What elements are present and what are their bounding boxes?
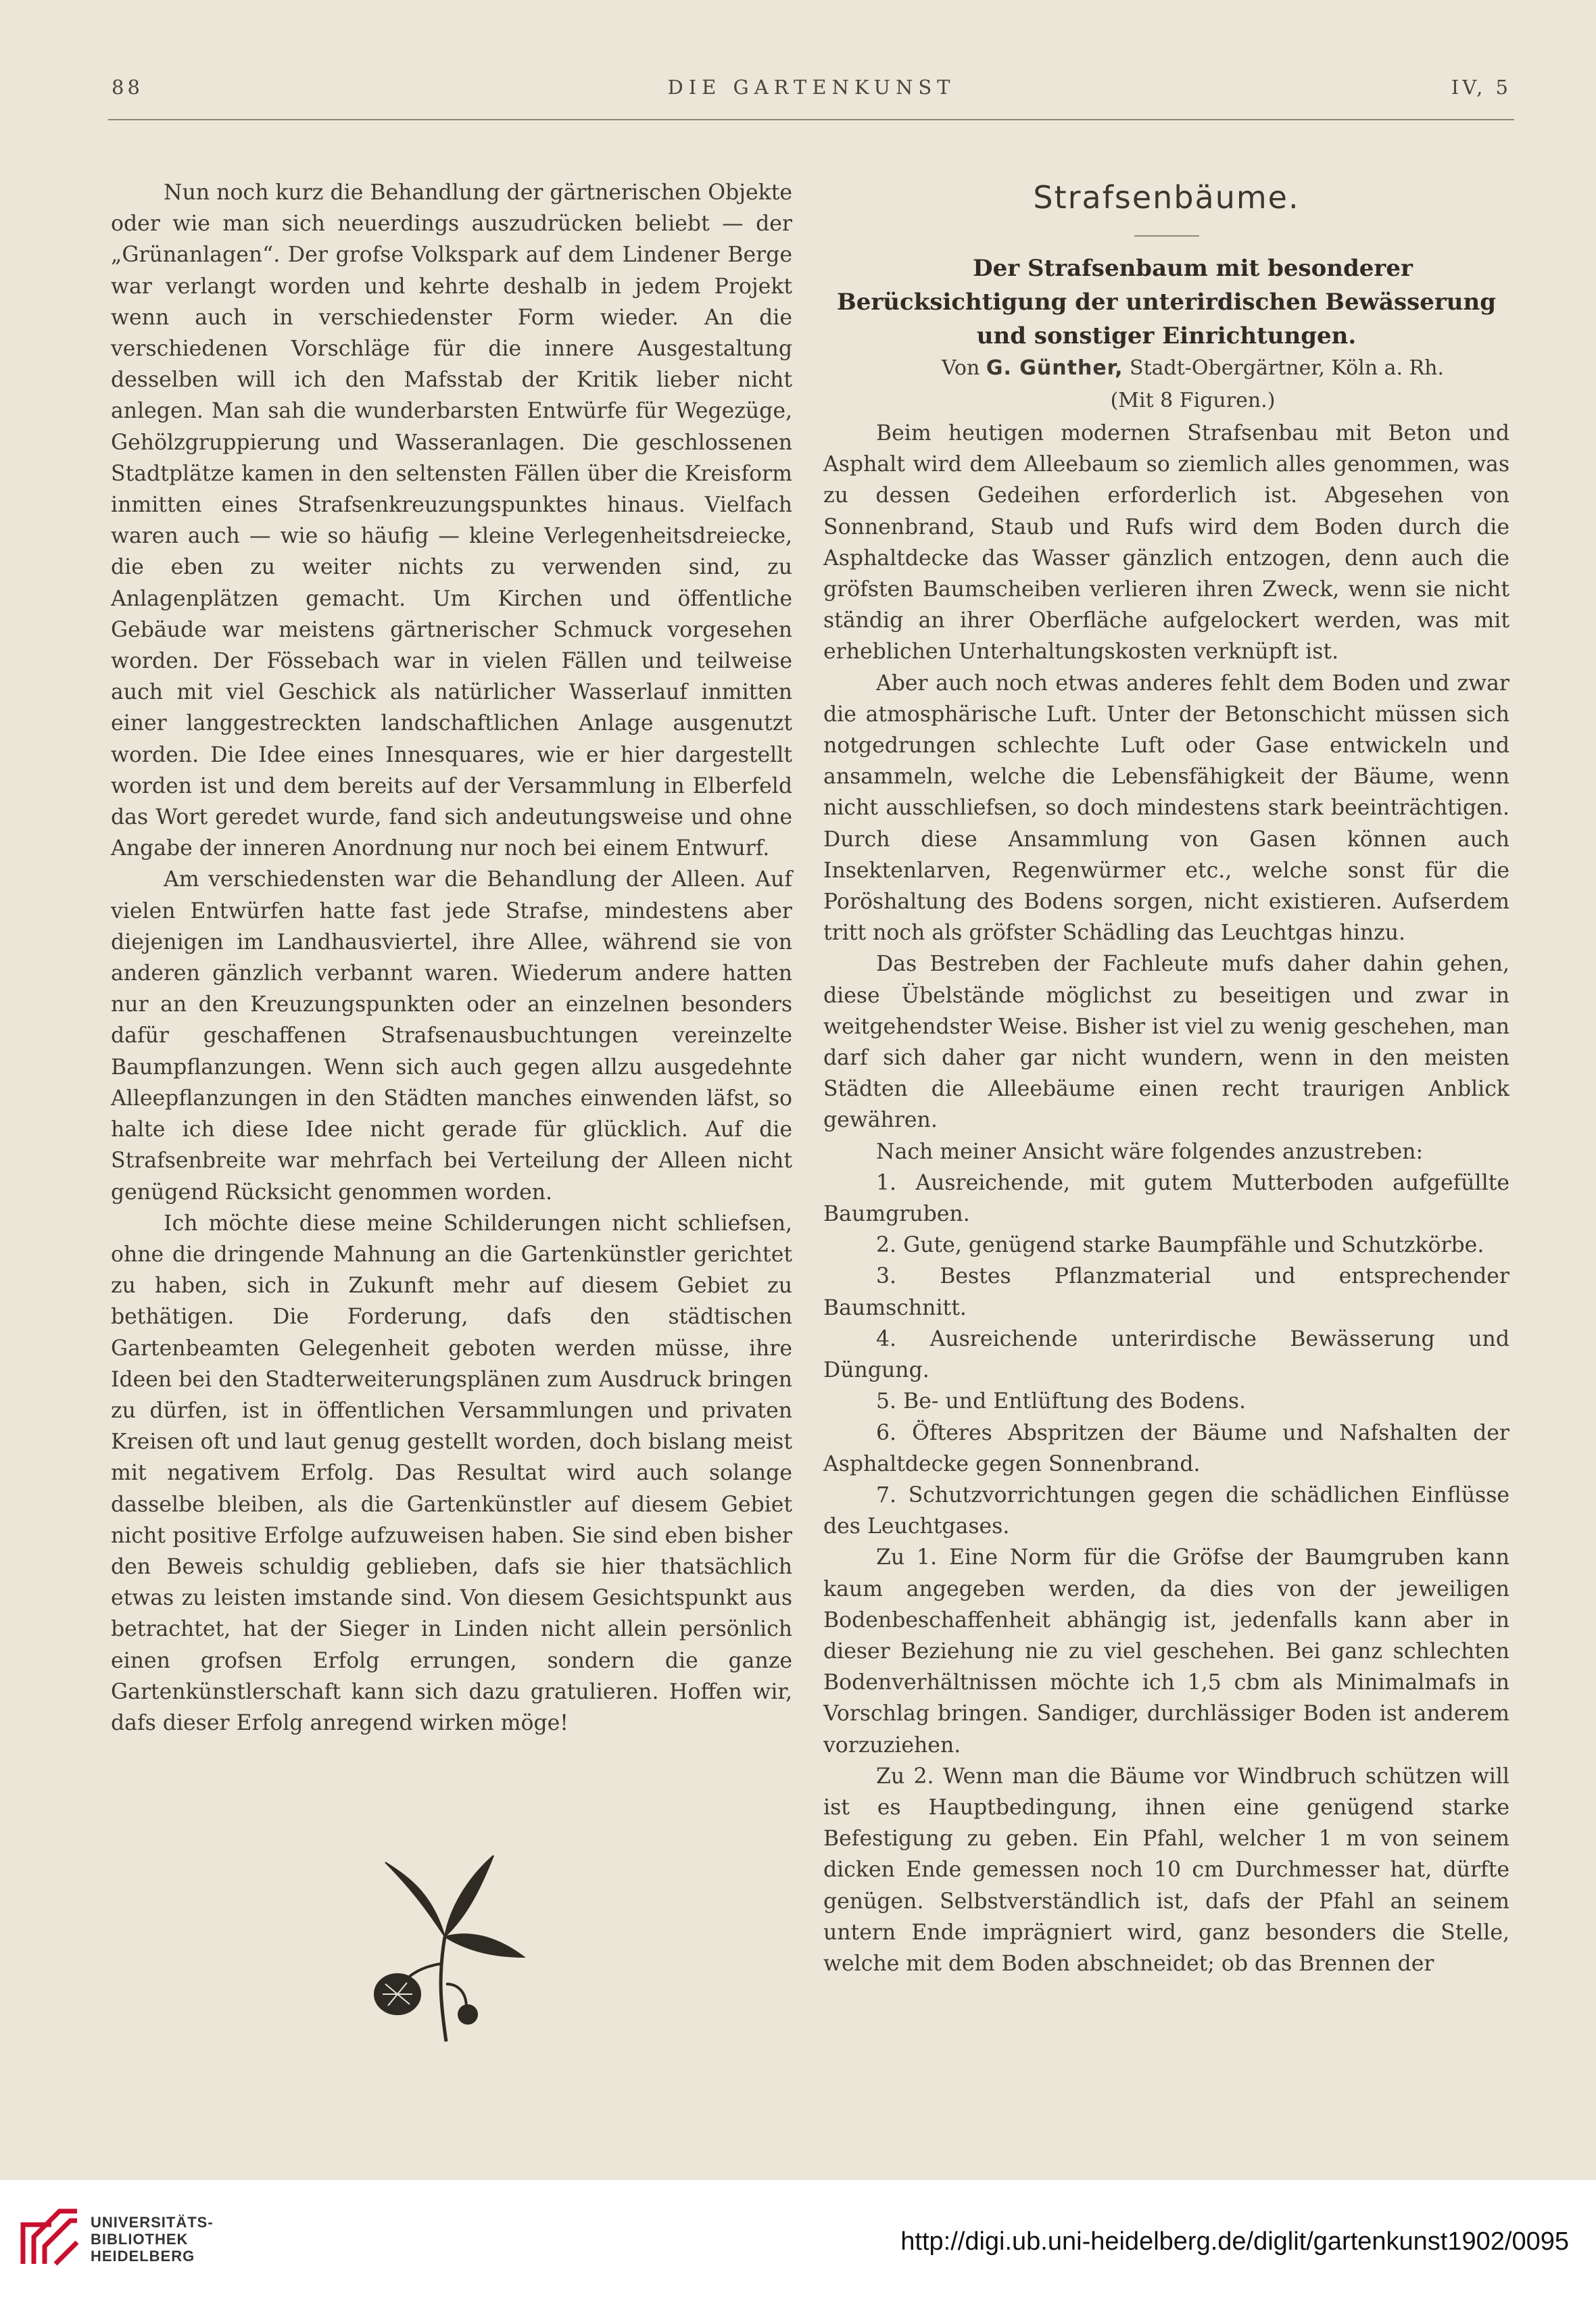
figures-note: (Mit 8 Figuren.) bbox=[1110, 389, 1276, 412]
article-title: Der Strafsenbaum mit besonderer Berücksichtigung der unterirdischen Bewässerung und sonstiger Einrichtungen. bbox=[836, 255, 1496, 349]
list-item: 3. Bestes Pflanzmaterial und entsprechender Baumschnitt. bbox=[823, 1264, 1509, 1320]
library-name-line: BIBLIOTHEK bbox=[91, 2231, 189, 2248]
paragraph: Nun noch kurz die Behandlung der gärtnerischen Objekte oder wie man sich neuerdings auszudrücken beliebt — der „Grünanlagen“. Der grofse Volkspark auf dem Lindener Berge war verlangt worden und kehrte deshalb in jedem Projekt wenn auch in verschiedenster Form wieder. An die verschiedenen Vorschläge für die innere Ausgestaltung desselben will ich den Mafsstab der Kritik lieber nicht anlegen. Man sah die wunderbarsten Entwürfe für Wegezüge, Gehölzgruppierung und Wasseranlagen. Die geschlossenen Stadtplätze kamen in den seltensten Fällen über die Kreisform inmitten eines Strafsenkreuzungspunktes hinaus. Vielfach waren auch — wie so häufig — kleine Verlegenheitsdreiecke, die eben zu weiter nichts zu verwenden sind, zu Anlagenplätzen gemacht. Um Kirchen und öffentliche Gebäude war meistens gärtnerischer Schmuck vorgesehen worden. Der Fössebach war in vielen Fällen und teilweise auch mit viel Geschick als natürlicher Wasserlauf inmitten einer langgestreckten landschaftlichen Anlage ausgenutzt worden. Die Idee eines Innesquares, wie er hier dargestellt worden ist und dem bereits auf der Versammlung in Elberfeld das Wort geredet wurde, fand sich andeutungsweise und ohne Angabe der inneren Anordnung nur noch bei einem Entwurf. bbox=[111, 180, 792, 861]
author-role: Stadt-Obergärtner, Köln a. Rh. bbox=[1130, 356, 1445, 380]
list-item: 5. Be- und Entlüftung des Bodens. bbox=[876, 1389, 1247, 1414]
paragraph: Zu 1. Eine Norm für die Gröfse der Baumgruben kann kaum angegeben werden, da dies von der jeweiligen Bodenbeschaffenheit abhängig ist, jedenfalls kann aber in dieser Beziehung nie zu viel geschehen. Bei ganz schlechten Bodenverhältnissen möchte ich 1,5 cbm als Minimalmafs in Vorschlag bringen. Sandiger, durchlässiger Boden ist anderem vorzuziehen. bbox=[823, 1545, 1509, 1758]
paragraph: Am verschiedensten war die Behandlung der Alleen. Auf vielen Entwürfen hatte fast jede Strafse, mindestens aber diejenigen im Landhausviertel, ihre Allee, während sie von anderen gänzlich verbannt waren. Wiederum andere hatten nur an den Kreuzungspunkten oder an einzelnen besonders dafür geschaffenen Strafsenausbuchtungen vereinzelte Baumpflanzungen. Wenn sich auch gegen allzu ausgedehnte Alleepflanzungen in den Städten manches einwenden läfst, so halte ich diese Idee nicht gerade für glücklich. Auf die Strafsenbreite war mehrfach bei Verteilung der Alleen nicht genügend Rücksicht genommen worden. bbox=[111, 867, 792, 1205]
list-item: 4. Ausreichende unterirdische Bewässerung und Düngung. bbox=[823, 1326, 1509, 1383]
library-name bbox=[91, 2214, 214, 2265]
paragraph: Aber auch noch etwas anderes fehlt dem Boden und zwar die atmosphärische Luft. Unter der Betonschicht müssen sich notgedrungen schlechte Luft oder Gase entwickeln und ansammeln, welche die Lebensfähigkeit der Bäume, wenn nicht ausschliefsen, so doch mindestens stark beeinträchtigen. Durch diese Ansammlung von Gasen können auch Insektenlarven, Regenwürmer etc., welche sonst für die Poröshaltung des Bodens sorgen, nicht existieren. Aufserdem tritt noch als gröfster Schädling das Leuchtgas hinzu. bbox=[823, 671, 1509, 946]
list-item: 2. Gute, genügend starke Baumpfähle und Schutzkörbe. bbox=[876, 1233, 1484, 1258]
byline-prefix: Von bbox=[941, 356, 980, 380]
volume-number: IV, 5 bbox=[1451, 76, 1512, 99]
left-column bbox=[111, 177, 792, 1739]
list-item: 7. Schutzvorrichtungen gegen die schädlichen Einflüsse des Leuchtgases. bbox=[823, 1482, 1509, 1539]
floral-ornament-icon bbox=[365, 1849, 531, 2045]
library-name-line: UNIVERSITÄTS- bbox=[91, 2214, 214, 2231]
paragraph: Nach meiner Ansicht wäre folgendes anzustreben: bbox=[876, 1139, 1424, 1164]
journal-title: DIE GARTENKUNST bbox=[667, 76, 956, 99]
permalink-url[interactable]: http://digi.ub.uni-heidelberg.de/diglit/gartenkunst1902/0095 bbox=[900, 2227, 1569, 2256]
paragraph: Beim heutigen modernen Strafsenbau mit Beton und Asphalt wird dem Alleebaum so ziemlich alles genommen, was zu dessen Gedeihen erforderlich ist. Abgesehen von Sonnenbrand, Staub und Rufs wird dem Boden durch die Asphaltdecke das Wasser gänzlich entzogen, denn auch die gröfsten Baumscheiben verlieren ihren Zweck, wenn sie nicht ständig an ihrer Oberfläche aufgelockert werden, was mit erheblichen Unterhaltungskosten verknüpft ist. bbox=[823, 421, 1509, 664]
paragraph: Ich möchte diese meine Schilderungen nicht schliefsen, ohne die dringende Mahnung an die Gartenkünstler gerichtet zu haben, sich in Zukunft mehr auf diesem Gebiet zu bethätigen. Die Forderung, dafs den städtischen Gartenbeamten Gelegenheit geboten werden müsse, ihre Ideen bei den Stadterweiterungsplänen zum Ausdruck bringen zu dürfen, ist in öffentlichen Versammlungen und privaten Kreisen oft und laut genug gestellt worden, doch bislang meist mit negativem Erfolg. Das Resultat wird auch solange dasselbe bleiben, als die Gartenkünstler auf diesem Gebiet nicht positive Erfolge aufzuweisen haben. Sie sind eben bisher den Beweis schuldig geblieben, dafs sie hier thatsächlich etwas zu leisten imstande sind. Von diesem Gesichtspunkt aus betrachtet, hat der Sieger in Linden nicht allein persönlich einen grofsen Erfolg errungen, sondern die ganze Gartenkünstlerschaft kann sich dazu gratulieren. Hoffen wir, dafs dieser Erfolg anregend wirken möge! bbox=[111, 1211, 792, 1735]
page-number: 88 bbox=[112, 76, 143, 99]
library-name-line: HEIDELBERG bbox=[91, 2248, 195, 2265]
section-title: Strafsenbäume. bbox=[1033, 179, 1300, 216]
header-rule bbox=[108, 119, 1514, 120]
right-column bbox=[823, 177, 1509, 1979]
author-name: G. Günther, bbox=[986, 356, 1123, 380]
paragraph: Zu 2. Wenn man die Bäume vor Windbruch schützen will ist es Hauptbedingung, ihnen eine genügend starke Befestigung zu geben. Ein Pfahl, welcher 1 m von seinem dicken Ende gemessen noch 10 cm Durchmesser hat, dürfte genügen. Selbstverständlich ist, dafs der Pfahl an seinem untern Ende imprägniert wird, ganz besonders die Stelle, welche mit dem Boden abschneidet; ob das Brennen der bbox=[823, 1764, 1509, 1976]
list-item: 6. Öfteres Abspritzen der Bäume und Nafshalten der Asphaltdecke gegen Sonnenbrand. bbox=[823, 1420, 1509, 1476]
list-item: 1. Ausreichende, mit gutem Mutterboden aufgefüllte Baumgruben. bbox=[823, 1170, 1509, 1227]
running-header bbox=[112, 76, 1512, 110]
digitization-footer bbox=[0, 2180, 1596, 2297]
byline bbox=[823, 353, 1509, 384]
library-logo-icon bbox=[18, 2204, 80, 2267]
section-rule bbox=[1134, 235, 1199, 237]
paragraph: Das Bestreben der Fachleute mufs daher dahin gehen, diese Übelstände möglichst zu beseitigen und zwar in weitgehendster Weise. Bisher ist viel zu wenig geschehen, man darf sich daher gar nicht wundern, wenn in den meisten Städten die Alleebäume einen recht traurigen Anblick gewähren. bbox=[823, 952, 1509, 1133]
